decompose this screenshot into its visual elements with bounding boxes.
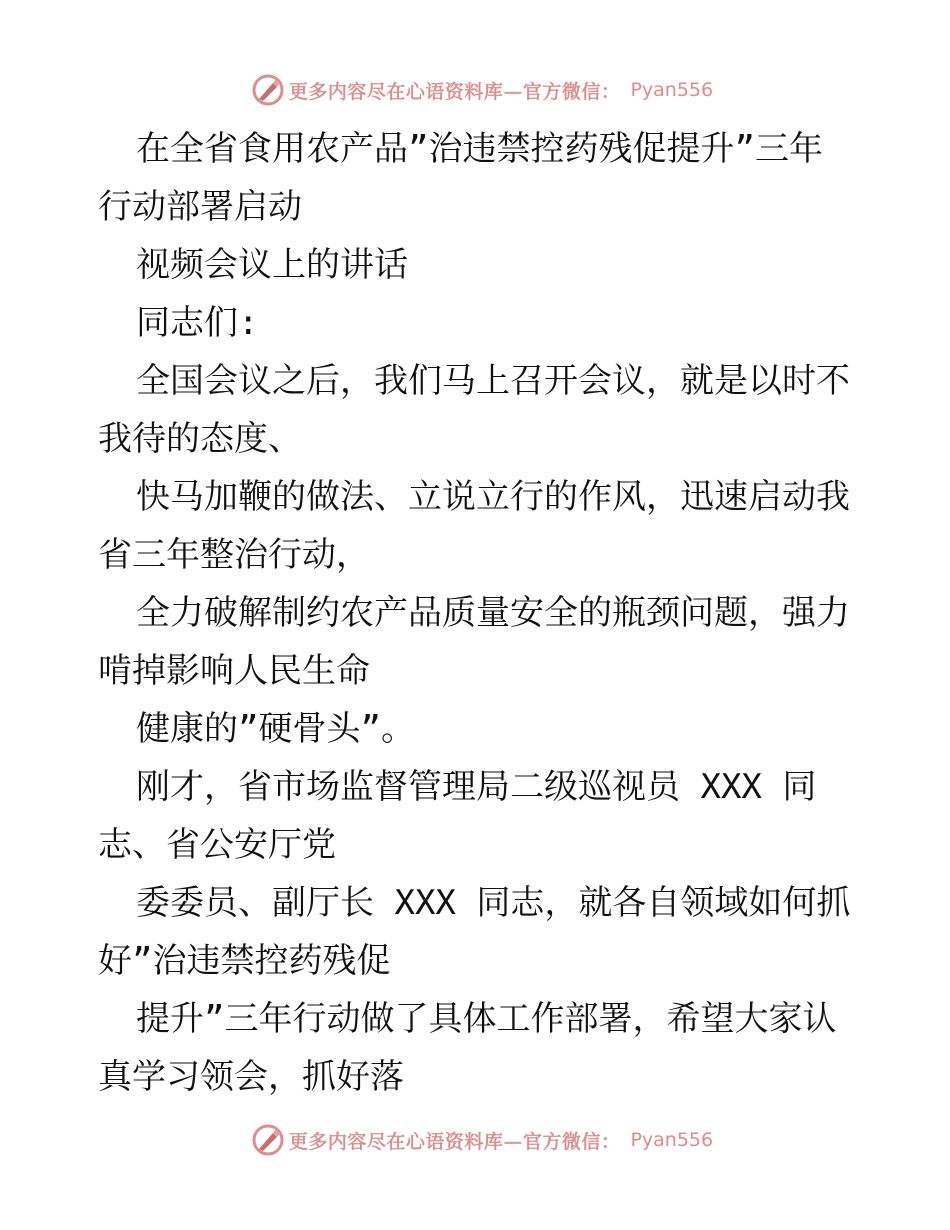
footer-watermark <box>0 1120 950 1160</box>
text-line: 视频会议上的讲话 <box>136 245 408 285</box>
text-line: 啃掉影响人民生命 <box>98 651 370 691</box>
watermark-text: 更多内容尽在心语资料库—官方微信： <box>288 80 621 103</box>
text-line: 在全省食用农产品”治违禁控药残促提升”三年 <box>136 129 823 169</box>
text-line: 健康的”硬骨头”。 <box>136 709 415 749</box>
text-line: 全国会议之后，我们马上召开会议，就是以时不 <box>136 361 850 401</box>
pen-logo-icon <box>251 73 285 107</box>
text-line: 委委员、副厅长 XXX 同志，就各自领域如何抓 <box>136 883 851 923</box>
watermark-text: 更多内容尽在心语资料库—官方微信： <box>288 1130 621 1153</box>
text-line: 快马加鞭的做法、立说立行的作风，迅速启动我 <box>136 477 850 517</box>
text-line: 刚才，省市场监督管理局二级巡视员 XXX 同 <box>136 767 817 807</box>
text-line: 志、省公安厅党 <box>98 825 336 865</box>
watermark-handle: Pyan556 <box>630 79 714 101</box>
text-line: 行动部署启动 <box>98 187 302 227</box>
text-line: 全力破解制约农产品质量安全的瓶颈问题，强力 <box>136 593 850 633</box>
text-line: 省三年整治行动， <box>98 535 370 575</box>
pen-logo-icon <box>251 1123 285 1157</box>
header-watermark <box>0 70 950 110</box>
text-line: 同志们: <box>136 303 259 343</box>
text-line: 我待的态度、 <box>98 419 302 459</box>
text-line: 真学习领会，抓好落 <box>98 1057 404 1097</box>
document-body <box>98 120 858 1106</box>
text-line: 提升”三年行动做了具体工作部署，希望大家认 <box>136 999 837 1039</box>
watermark-handle: Pyan556 <box>630 1129 714 1151</box>
text-line: 好”治违禁控药残促 <box>98 941 391 981</box>
